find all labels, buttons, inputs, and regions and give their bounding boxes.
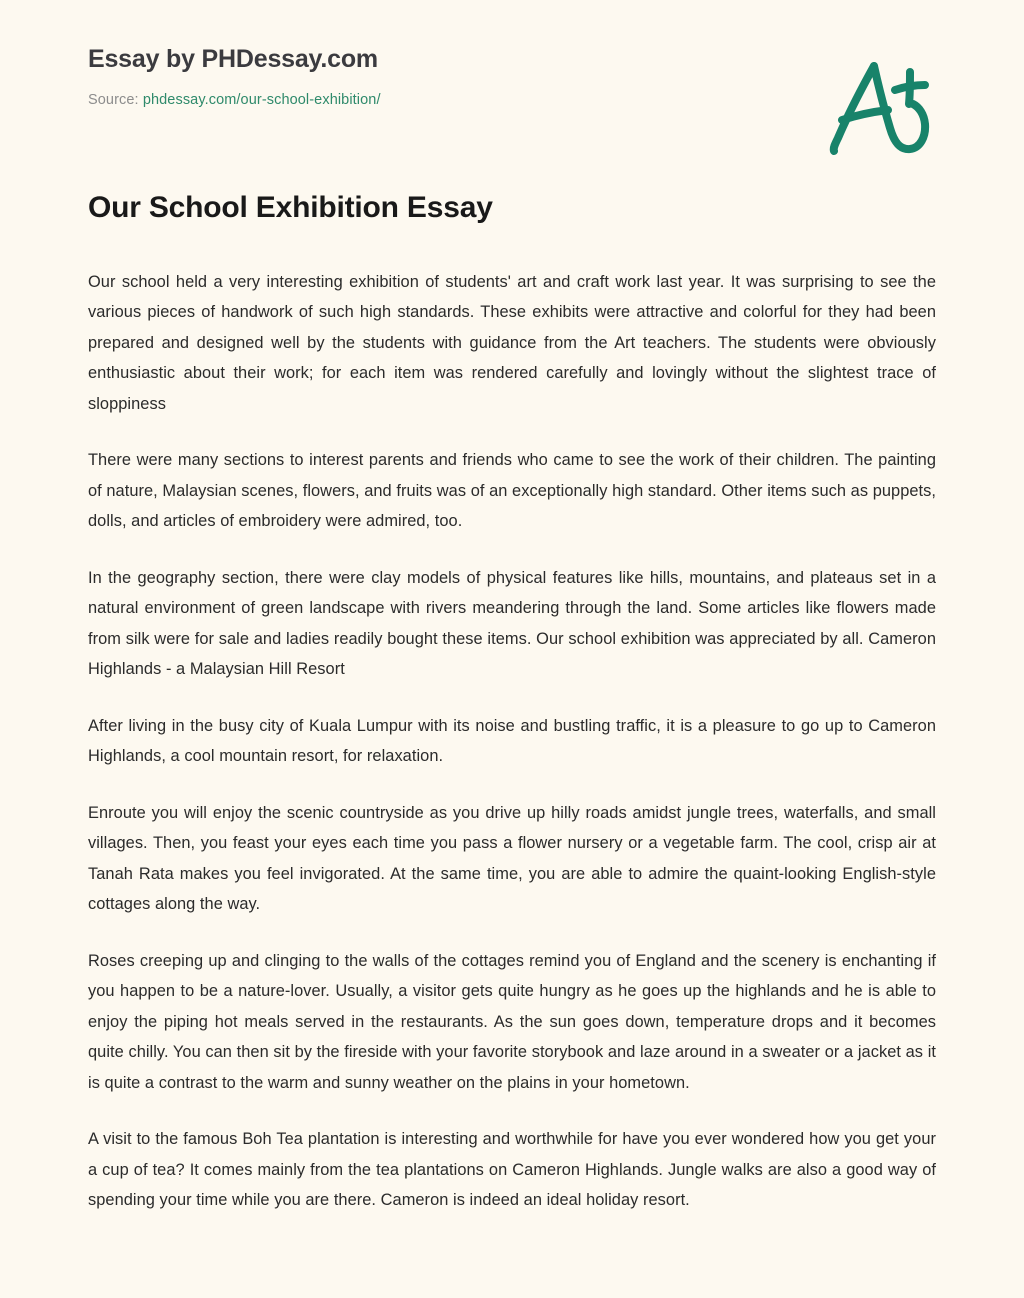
essay-paragraph: Enroute you will enjoy the scenic countryside as you drive up hilly roads amidst jungle trees, waterfalls, and small villages. Then, you feast your eyes each time you pass a flower nursery or a vegetable farm. The cool, crisp air at Tanah Rata makes you feel invigorated. At the same time, you are able to admire the quaint-looking English-style cottages along the way.: [88, 803, 936, 913]
essay-paragraph: Our school held a very interesting exhibition of students' art and craft work last year. It was surprising to see the various pieces of handwork of such high standards. These exhibits were attractive and colorful for they had been prepared and designed well by the students with guidance from the Art teachers. The students were obviously enthusiastic about their work; for each item was rendered carefully and lovingly without the slightest trace of sloppiness: [88, 272, 936, 413]
essay-paragraph: A visit to the famous Boh Tea plantation is interesting and worthwhile for have you ever wondered how you get your a cup of tea? It comes mainly from the tea plantations on Cameron Highlands. Jungle walks are also a good way of spending your time while you are there. Cameron is indeed an ideal holiday resort.: [88, 1130, 936, 1209]
page-title: Our School Exhibition Essay: [88, 191, 493, 224]
source-label: Source:: [88, 92, 139, 108]
essay-body: [88, 267, 936, 1216]
a-plus-logo-icon: [820, 52, 940, 162]
essay-paragraph: In the geography section, there were clay models of physical features like hills, mountains, and plateaus set in a natural environment of green landscape with rivers meandering through the land. Some articles like flowers made from silk were for sale and ladies readily bought these items. Our school exhibition was appreciated by all. Cameron Highlands - a Malaysian Hill Resort: [88, 568, 936, 678]
page-header: [0, 0, 1024, 140]
source-url-link[interactable]: phdessay.com/our-school-exhibition/: [142, 92, 381, 108]
brand-title: Essay by PHDessay.com: [88, 45, 378, 73]
essay-paragraph: Roses creeping up and clinging to the walls of the cottages remind you of England and the scenery is enchanting if you happen to be a nature-lover. Usually, a visitor gets quite hungry as he goes up the highlands and he is able to enjoy the piping hot meals served in the restaurants. As the sun goes down, temperature drops and it becomes quite chilly. You can then sit by the fireside with your favorite storybook and laze around in a sweater or a jacket as it is quite a contrast to the warm and sunny weather on the plains in your hometown.: [88, 951, 936, 1092]
a-plus-logo-svg: [820, 52, 940, 162]
essay-paragraph: After living in the busy city of Kuala Lumpur with its noise and bustling traffic, it is a pleasure to go up to Cameron Highlands, a cool mountain resort, for relaxation.: [88, 716, 936, 765]
essay-article: [0, 189, 1024, 1216]
essay-paragraph: There were many sections to interest parents and friends who came to see the work of their children. The painting of nature, Malaysian scenes, flowers, and fruits was of an exceptionally high standard. Other items such as puppets, dolls, and articles of embroidery were admired, too.: [88, 451, 936, 530]
source-line: [88, 92, 936, 108]
